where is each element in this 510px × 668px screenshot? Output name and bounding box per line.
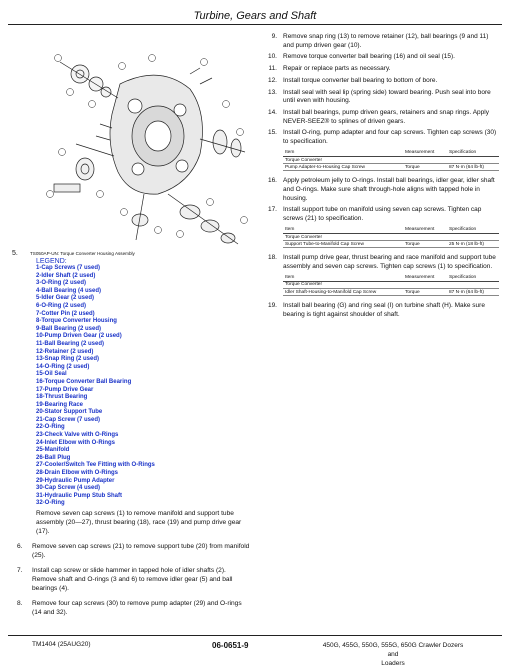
step-text: Install cap screw or slide hammer in tapped hole of idler shafts (2). Remove shaft and O-rings (3 and 6) to remove idler gear (5) and ball bearings (4). xyxy=(32,567,233,592)
spec-cell: 87 N·m (64 lb-ft) xyxy=(447,289,499,296)
step-number: 5. xyxy=(12,250,18,257)
legend-item[interactable]: 21-Cap Screw (7 used) xyxy=(36,416,101,423)
spec-header-cell: Specification xyxy=(447,227,499,234)
step-14 xyxy=(262,109,500,126)
legend-title: LEGEND: xyxy=(36,258,67,265)
legend-item[interactable]: 24-Inlet Elbow with O-Rings xyxy=(36,439,116,446)
spec-header-cell: Item xyxy=(283,227,403,234)
step-15 xyxy=(262,129,500,146)
step-number: 7. xyxy=(17,567,23,574)
legend-item[interactable]: 3-O-Ring (2 used) xyxy=(36,280,87,287)
step-number: 19. xyxy=(267,302,277,310)
spec-cell: Idler Shaft-Housing-to-Manifold Cap Screw xyxy=(283,289,403,296)
step-text: Install ball bearings, pump driven gears, retainers and snap rings. Apply NEVER-SEEZ® to splines of driven gears. xyxy=(283,109,489,125)
step-text: Remove four cap screws (30) to remove pump adapter (29) and O-rings (14 and 32). xyxy=(32,600,242,616)
legend-item[interactable]: 12-Retainer (2 used) xyxy=(36,348,94,355)
step-11 xyxy=(262,65,500,74)
legend-item[interactable]: 10-Pump Driven Gear (2 used) xyxy=(36,333,122,340)
step-6 xyxy=(12,542,250,560)
spec-header-cell: Specification xyxy=(447,150,499,157)
step-text: Apply petroleum jelly to O-rings. Install ball bearings, idler gear, idler shaft and O-rings. Make sure shaft through-hole aligns with tapped hole in housing. xyxy=(283,177,495,202)
step-number: 12. xyxy=(267,76,277,84)
step-8 xyxy=(12,599,250,617)
legend-item[interactable]: 13-Snap Ring (2 used) xyxy=(36,356,100,363)
step-text: Remove seven cap screws (21) to remove support tube (20) from manifold (25). xyxy=(32,543,250,559)
step-number: 10. xyxy=(267,53,277,61)
step-text: Install O-ring, pump adapter and four cap screws. Tighten cap screws (30) to specification. xyxy=(283,129,497,146)
legend-item[interactable]: 6-O-Ring (2 used) xyxy=(36,302,87,309)
legend-item[interactable]: 30-Cap Screw (4 used) xyxy=(36,485,101,492)
step-number: 18. xyxy=(267,254,277,262)
legend-item[interactable]: 29-Hydraulic Pump Adapter xyxy=(36,477,115,484)
legend-item[interactable]: 19-Bearing Race xyxy=(36,401,84,408)
legend-item[interactable]: 23-Check Valve with O-Rings xyxy=(36,432,119,439)
legend-item[interactable]: 22-O-Ring xyxy=(36,424,65,431)
step-18 xyxy=(262,254,500,271)
step-number: 6. xyxy=(17,543,23,550)
legend-item[interactable]: 17-Pump Drive Gear xyxy=(36,386,94,393)
spec-cell xyxy=(403,233,447,240)
step-12 xyxy=(262,77,500,86)
step-17 xyxy=(262,206,500,223)
step-text: Remove torque converter ball bearing (16) and oil seal (15). xyxy=(283,53,455,61)
legend-item[interactable]: 5-Idler Gear (2 used) xyxy=(36,295,95,302)
spec-cell: Support Tube-to-Manifold Cap Screw xyxy=(283,241,403,248)
spec-cell: Torque Converter xyxy=(283,157,403,164)
spec-cell: Torque xyxy=(403,289,447,296)
step-10 xyxy=(262,53,500,62)
spec-cell: Torque xyxy=(403,164,447,171)
step-text: Remove snap ring (13) to remove retainer (12), ball bearings (9 and 11) and pump driven gear (10). xyxy=(283,33,489,49)
footer-manual-id: TM1404 (25AUG20) xyxy=(32,641,91,648)
legend-item[interactable]: 1-Cap Screws (7 used) xyxy=(36,265,101,271)
legend-item[interactable]: 25-Manifold xyxy=(36,447,70,454)
spec-cell xyxy=(403,157,447,164)
spec-cell: 87 N·m (64 lb-ft) xyxy=(447,164,499,171)
legend-item[interactable]: 32-O-Ring xyxy=(36,500,65,507)
spec-cell xyxy=(447,157,499,164)
spec-cell: 25 N·m (18 lb-ft) xyxy=(447,241,499,248)
spec-header-cell: Item xyxy=(283,275,403,282)
spec-table xyxy=(283,275,499,297)
spec-header-cell: Measurement xyxy=(403,275,447,282)
step-text: Repair or replace parts as necessary. xyxy=(283,65,391,73)
step-19 xyxy=(262,302,500,319)
legend-item[interactable]: 2-Idler Shaft (2 used) xyxy=(36,272,96,279)
exploded-view-illustration xyxy=(40,44,252,248)
step-text: Install seal with seal lip (spring side) toward bearing. Push seal into bore until even with housing. xyxy=(283,88,491,105)
legend-item[interactable]: 7-Cotter Pin (2 used) xyxy=(36,310,95,317)
step-5-text: Remove seven cap screws (1) to remove manifold and support tube assembly (20—27), thrust bearing (18), race (19) and pump drive gear (17). xyxy=(36,510,242,535)
spec-cell: Pump Adapter-to-Housing Cap Screw xyxy=(283,164,403,171)
step-number: 15. xyxy=(267,129,277,137)
figure-caption xyxy=(12,250,250,257)
footer-rule xyxy=(8,635,502,636)
spec-header-cell: Item xyxy=(283,150,403,157)
spec-cell: Torque Converter xyxy=(283,281,403,288)
legend-item[interactable]: 20-Stator Support Tube xyxy=(36,409,103,416)
spec-cell xyxy=(447,233,499,240)
step-text: Install pump drive gear, thrust bearing and race manifold and support tube assembly and seven cap screws. Tighten cap screws (1) to specification. xyxy=(283,254,496,270)
legend-item[interactable]: 8-Torque Converter Housing xyxy=(36,318,117,325)
step-number: 16. xyxy=(267,177,277,185)
step-number: 13. xyxy=(267,88,277,96)
spec-table xyxy=(283,227,499,249)
footer-model-line: Loaders xyxy=(381,660,405,667)
step-number: 8. xyxy=(17,600,23,607)
legend-item[interactable]: 9-Ball Bearing (2 used) xyxy=(36,325,102,332)
legend-item[interactable]: 28-Drain Elbow with O-Rings xyxy=(36,470,119,477)
step-number: 17. xyxy=(267,206,277,214)
step-13 xyxy=(262,89,500,106)
step-number: 11. xyxy=(268,65,277,73)
legend-item[interactable]: 16-Torque Converter Ball Bearing xyxy=(36,378,132,385)
legend-item[interactable]: 4-Ball Bearing (4 used) xyxy=(36,287,102,294)
step-text: Install torque converter ball bearing to bottom of bore. xyxy=(283,76,438,84)
step-16 xyxy=(262,177,500,203)
step-9 xyxy=(262,33,500,50)
figure-caption-text: TS050AP-UN: Torque Converter Housing Assembly xyxy=(30,251,135,256)
right-column xyxy=(262,33,500,323)
legend-item[interactable]: 27-Cooler/Switch Tee Fitting with O-Rings xyxy=(36,462,155,469)
spec-cell xyxy=(447,281,499,288)
spec-table xyxy=(283,150,499,172)
legend-item[interactable]: 18-Thrust Bearing xyxy=(36,394,88,401)
legend-item[interactable]: 31-Hydraulic Pump Stub Shaft xyxy=(36,492,123,499)
left-column xyxy=(12,250,250,617)
spec-cell: Torque Converter xyxy=(283,233,403,240)
step-text: Install support tube on manifold using seven cap screws. Tighten cap screws (21) to specification. xyxy=(283,206,482,222)
spec-header-cell: Measurement xyxy=(403,150,447,157)
step-number: 14. xyxy=(267,109,277,117)
step-7 xyxy=(12,566,250,593)
spec-header-cell: Specification xyxy=(447,275,499,282)
step-number: 9. xyxy=(271,33,277,40)
legend-item[interactable]: 14-O-Ring (2 used) xyxy=(36,363,90,370)
footer-page-number: 06-0651-9 xyxy=(212,641,249,650)
spec-cell xyxy=(403,281,447,288)
legend-list xyxy=(36,265,250,508)
step-text: Install ball bearing (G) and ring seal (I) on turbine shaft (H). Make sure bearing is tight against shoulder of shaft. xyxy=(283,302,485,318)
footer-model-list xyxy=(318,641,468,668)
header-rule xyxy=(8,24,502,25)
legend-item[interactable]: 11-Ball Bearing (2 used) xyxy=(36,340,105,347)
spec-header-cell: Measurement xyxy=(403,227,447,234)
footer-model-line: 450G, 455G, 550G, 555G, 650G Crawler Dozers and xyxy=(322,642,464,658)
legend-item[interactable]: 26-Ball Plug xyxy=(36,454,71,461)
legend-item[interactable]: 15-Oil Seal xyxy=(36,371,67,378)
page-header-title: Turbine, Gears and Shaft xyxy=(193,10,317,22)
spec-cell: Torque xyxy=(403,241,447,248)
